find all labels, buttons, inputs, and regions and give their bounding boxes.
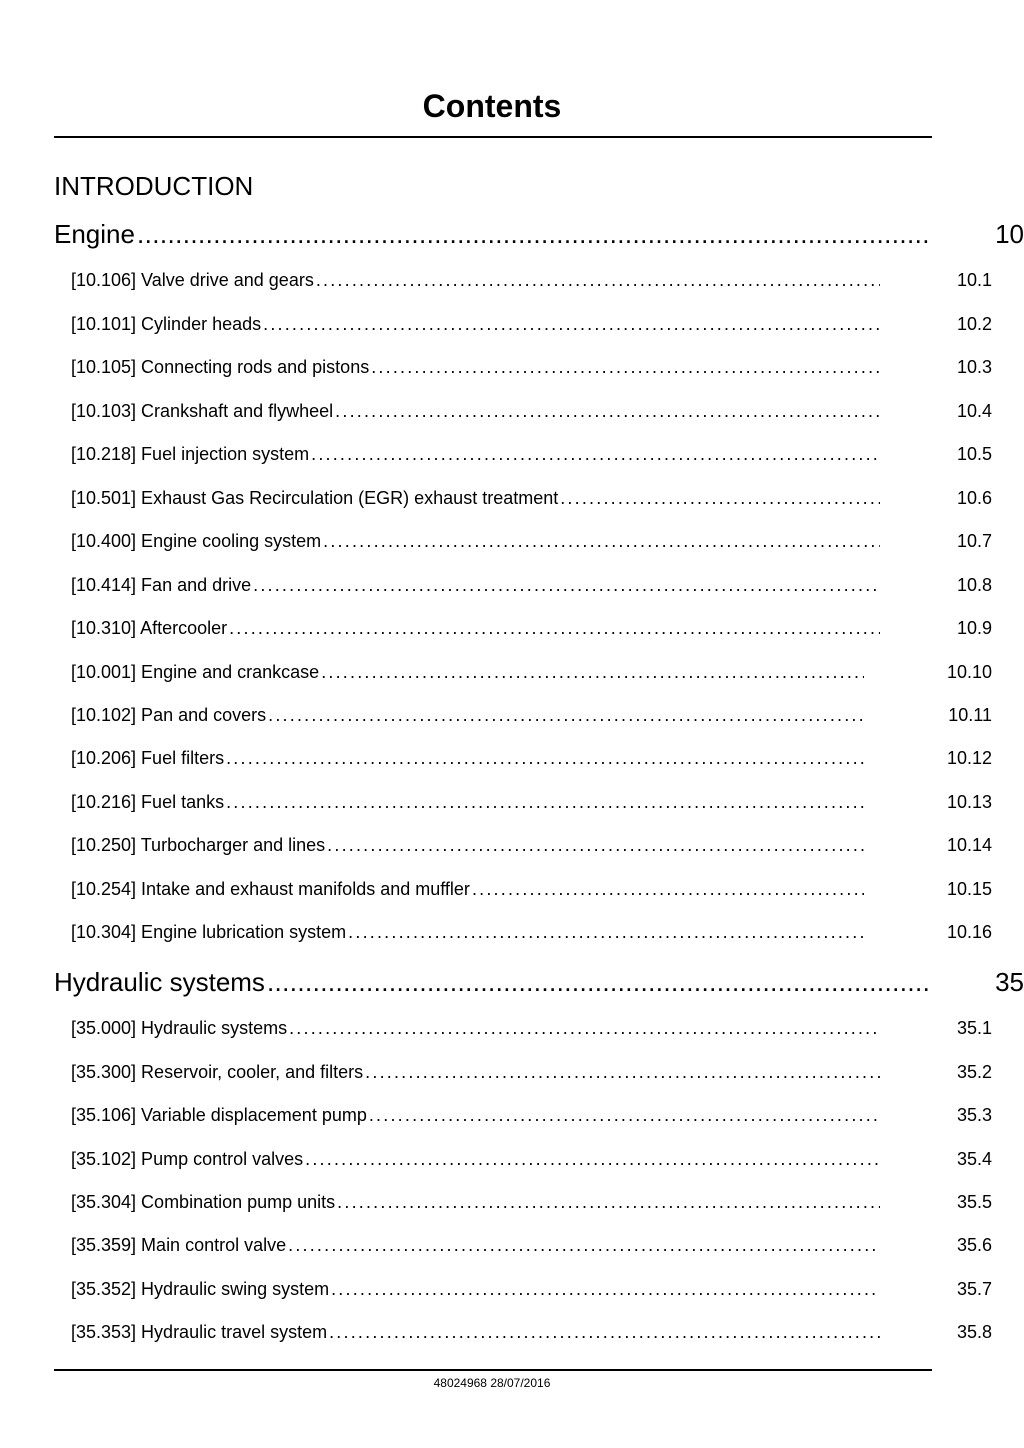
toc-entry-number: 35.4 (956, 1149, 992, 1169)
toc-entry-number: 35.2 (956, 1062, 992, 1082)
toc-entry[interactable] (0, 1016, 1024, 1046)
toc-entry-number: 10.14 (946, 835, 992, 855)
dot-leader (337, 1190, 880, 1214)
toc-entry-number: 35.3 (956, 1105, 992, 1125)
toc-entry-number: 10.1 (956, 270, 992, 290)
toc-entry[interactable] (0, 1190, 1024, 1220)
toc-entry[interactable] (0, 1233, 1024, 1263)
toc-entry-label: [10.501] Exhaust Gas Recirculation (EGR) exhaust treatment (71, 488, 559, 508)
dot-leader (311, 442, 880, 466)
toc-entry-label: [35.352] Hydraulic swing system (71, 1279, 330, 1299)
toc-entry[interactable] (0, 1103, 1024, 1133)
toc-entry-number: 10.10 (946, 662, 992, 682)
dot-leader (229, 616, 880, 640)
dot-leader (329, 1320, 880, 1344)
toc-entry-number: 35.7 (956, 1279, 992, 1299)
toc-entry[interactable] (0, 573, 1024, 603)
toc-entry-number: 10.11 (948, 705, 992, 725)
toc-section-label: Engine (54, 219, 135, 249)
toc-entry-number: 10.6 (956, 488, 992, 508)
toc-entry-number: 10.3 (956, 357, 992, 377)
toc-entry-number: 35.8 (956, 1322, 992, 1342)
dot-leader (472, 877, 864, 901)
toc-entry[interactable] (0, 1147, 1024, 1177)
toc-entry-label: [10.216] Fuel tanks (71, 792, 225, 812)
toc-entry-number: 35.5 (956, 1192, 992, 1212)
toc-section-number: 35 (995, 967, 1024, 997)
toc-entry-label: [35.106] Variable displacement pump (71, 1105, 367, 1125)
dot-leader (253, 573, 880, 597)
title-divider (54, 136, 932, 138)
toc-entry[interactable] (0, 877, 1024, 907)
toc-entry-number: 10.9 (956, 618, 992, 638)
dot-leader (267, 965, 930, 999)
toc-entry-number: 10.4 (956, 401, 992, 421)
toc-entry-label: [10.250] Turbocharger and lines (71, 835, 326, 855)
dot-leader (268, 703, 864, 727)
toc-entry[interactable] (0, 660, 1024, 690)
toc-entry-label: [10.001] Engine and crankcase (71, 662, 320, 682)
dot-leader (371, 355, 880, 379)
dot-leader (226, 746, 864, 770)
toc-entry-label: [10.102] Pan and covers (71, 705, 267, 725)
toc-entry[interactable] (0, 790, 1024, 820)
toc-entry-number: 35.1 (956, 1018, 992, 1038)
toc-entry-number: 10.8 (956, 575, 992, 595)
toc-section-label: Hydraulic systems (54, 967, 265, 997)
toc-entry-label: [10.206] Fuel filters (71, 748, 225, 768)
toc-entry-label: [10.106] Valve drive and gears (71, 270, 314, 290)
dot-leader (321, 660, 864, 684)
toc-entry-label: [10.103] Crankshaft and flywheel (71, 401, 334, 421)
dot-leader (226, 790, 864, 814)
toc-entry-number: 10.2 (956, 314, 992, 334)
dot-leader (365, 1060, 880, 1084)
dot-leader (369, 1103, 880, 1127)
footer-doc-id-date: 48024968 28/07/2016 (433, 1376, 551, 1390)
toc-entry-number: 35.6 (956, 1235, 992, 1255)
toc-section-number: 10 (995, 219, 1024, 249)
toc-entry-number: 10.5 (956, 444, 992, 464)
toc-entry-label: [35.304] Combination pump units (71, 1192, 336, 1212)
dot-leader (323, 529, 880, 553)
toc-introduction-link[interactable]: INTRODUCTION (54, 171, 254, 201)
dot-leader (560, 486, 880, 510)
toc-entry-label: [10.414] Fan and drive (71, 575, 252, 595)
dot-leader (327, 833, 864, 857)
toc-entry[interactable] (0, 1277, 1024, 1307)
toc-entry[interactable] (0, 920, 1024, 950)
dot-leader (137, 217, 930, 251)
toc-entry-label: [35.353] Hydraulic travel system (71, 1322, 328, 1342)
toc-entry-label: [10.310] Aftercooler (71, 618, 228, 638)
dot-leader (288, 1233, 880, 1257)
toc-entry[interactable] (0, 1320, 1024, 1350)
toc-entry-label: [10.105] Connecting rods and pistons (71, 357, 370, 377)
toc-entry-label: [10.304] Engine lubrication system (71, 922, 347, 942)
toc-section-engine[interactable] (0, 219, 1024, 249)
toc-entry-label: [10.101] Cylinder heads (71, 314, 262, 334)
toc-entry-label: [10.400] Engine cooling system (71, 531, 322, 551)
footer-divider (54, 1369, 932, 1371)
dot-leader (289, 1016, 880, 1040)
toc-entry[interactable] (0, 355, 1024, 385)
toc-entry-label: [35.359] Main control valve (71, 1235, 287, 1255)
toc-entry[interactable] (0, 833, 1024, 863)
toc-entry-label: [35.102] Pump control valves (71, 1149, 304, 1169)
toc-entry-label: [35.000] Hydraulic systems (71, 1018, 288, 1038)
toc-entry-label: [35.300] Reservoir, cooler, and filters (71, 1062, 364, 1082)
toc-section-hydraulic-systems[interactable] (0, 967, 1024, 997)
toc-entry-number: 10.16 (946, 922, 992, 942)
toc-entry-number: 10.15 (946, 879, 992, 899)
toc-entry[interactable] (0, 1060, 1024, 1090)
toc-entry[interactable] (0, 703, 1024, 733)
toc-entry-number: 10.12 (946, 748, 992, 768)
toc-entry[interactable] (0, 312, 1024, 342)
toc-entry[interactable] (0, 529, 1024, 559)
toc-entry[interactable] (0, 746, 1024, 776)
toc-entry-number: 10.13 (946, 792, 992, 812)
page-title: Contents (422, 88, 562, 124)
toc-entry[interactable] (0, 442, 1024, 472)
dot-leader (348, 920, 864, 944)
toc-entry-label: [10.254] Intake and exhaust manifolds and muffler (71, 879, 470, 899)
toc-entry[interactable] (0, 399, 1024, 429)
dot-leader (331, 1277, 880, 1301)
dot-leader (316, 268, 880, 292)
toc-entry[interactable] (0, 486, 1024, 516)
toc-entry-label: [10.218] Fuel injection system (71, 444, 310, 464)
dot-leader (263, 312, 880, 336)
toc-entry[interactable] (0, 616, 1024, 646)
dot-leader (305, 1147, 880, 1171)
toc-entry-number: 10.7 (956, 531, 992, 551)
dot-leader (335, 399, 880, 423)
toc-entry[interactable] (0, 268, 1024, 298)
